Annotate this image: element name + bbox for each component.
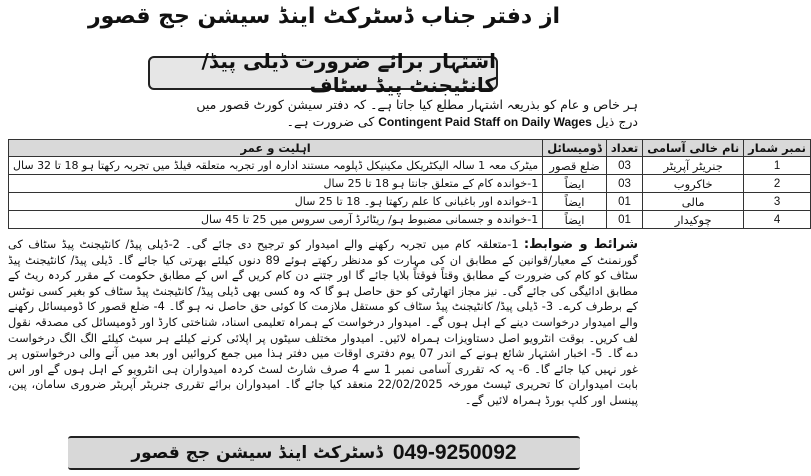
row-post: چوکیدار (643, 211, 744, 229)
row-count: 03 (606, 175, 642, 193)
row-count: 01 (606, 211, 642, 229)
footer-office-name: ڈسٹرکٹ اینڈ سیشن جج قصور (131, 443, 383, 463)
intro-line-2 (8, 113, 638, 131)
row-qualification: 1-خواندہ اور باغبانی کا علم رکھتا ہو۔ 18 تا 25 سال (9, 193, 543, 211)
table-row (9, 211, 811, 229)
row-qualification: میٹرک معہ 1 سالہ الیکٹریکل مکینیکل ڈپلومہ مستند ادارہ اور تجربہ متعلقہ فیلڈ میں تجربہ رکھتا ہو 18 تا 32 سال (9, 157, 543, 175)
intro-line-2-prefix: درج ذیل (595, 114, 638, 129)
table-row (9, 157, 811, 175)
intro-line-1: ہر خاص و عام کو بذریعہ اشتہار مطلع کیا جاتا ہے۔ کہ دفتر سیشن کورٹ قصور میں (196, 97, 638, 112)
header-post-name: نام خالی آسامی (643, 140, 744, 157)
table-header-row (9, 140, 811, 157)
row-count: 01 (606, 193, 642, 211)
row-domicile: ایضاً (543, 175, 607, 193)
row-count: 03 (606, 157, 642, 175)
intro-line-2-suffix: کی ضرورت ہے۔ (286, 114, 375, 129)
terms-and-conditions (8, 237, 638, 409)
table-row (9, 193, 811, 211)
row-post: مالی (643, 193, 744, 211)
row-qualification: 1-خواندہ و جسمانی مضبوط ہو/ ریٹائرڈ آرمی سروس میں 25 تا 45 سال (9, 211, 543, 229)
table-row (9, 175, 811, 193)
row-domicile: ضلع قصور (543, 157, 607, 175)
header-count: تعداد (606, 140, 642, 157)
header-domicile: ڈومیسائل (543, 140, 607, 157)
intro-text (8, 96, 638, 131)
banner-title: اشتہار برائے ضرورت ڈیلی پیڈ/ کانٹیجنٹ پیڈ سٹاف (201, 49, 496, 97)
advertisement-banner (148, 49, 498, 97)
row-domicile: ایضاً (543, 193, 607, 211)
row-serial: 1 (744, 157, 811, 175)
vacancies-table (8, 139, 811, 229)
row-qualification: 1-خواندہ کام کے متعلق جانتا ہو 18 تا 25 سال (9, 175, 543, 193)
footer-phone: 049-9250092 (392, 441, 517, 464)
terms-body: 1-متعلقہ کام میں تجربہ رکھنے والے امیدوار کو ترجیح دی جائے گی۔ 2-ڈیلی پیڈ/ کانٹیجنٹ پیڈ سٹاف کی گورنمنٹ کے معیار/قوانین کے مطابق ان کی مہارت کو مدنظر رکھتے ہوئے 89 دنوں کیلئے بھرتی کیا جائے گا۔ ڈیلی پیڈ/ کانٹیجنٹ پیڈ سٹاف کو کام کی ضرورت کے مطابق وقتاً فوقتاً بلایا جائے گا اور جتنے دن کام کریں گے اس کے مطابق حکومت کے مقرر کردہ ریٹ کے مطابق ادائیگی کی جائے گی۔ نیز مجاز اتھارٹی کو حق حاصل ہو گا کہ وہ کسی بھی ڈیلی پیڈ/ کانٹیجنٹ پیڈ سٹاف کو بغیر کسی نوٹس کے برطرف کرے۔ 3- ڈیلی پیڈ/ کانٹیجنٹ پیڈ سٹاف کو مستقل ملازمت کا کوئی حق حاصل نہ ہو گا۔ 4- ضلع قصور کا ڈومیسائل رکھنے والے امیدوار درخواست دینے کے اہل ہوں گے۔ امیدوار درخواست کے ہمراہ تعلیمی اسناد، شناختی کارڈ اور ڈومیسائل کی مصدقہ نقول لف کریں۔ بوقت انٹرویو اصل دستاویزات ہمراہ لائیں۔ امیدوار مختلف سیٹوں پر اپلائی کرنے کیلئے ہر سیٹ کیلئے الگ الگ درخواست دے گا۔ 5- اخبار اشتہار شائع ہونے کے اندر 07 یوم دفتری اوقات میں دفتر ہذا میں جمع کروائیں اور بعد میں آنے والی درخواستوں پر غور نہیں کیا جائے گا۔ 6- یہ کہ تقرری آسامی نمبر 1 سے 4 صرف شارٹ لسٹ کردہ امیدواران ہی انٹرویو کے اہل ہوں گے اور اس بابت امیدواران کا تحریری ٹیسٹ مورخہ 22/02/2025 منعقد کیا جائے گا۔ امیدواران برائے تقرری جنریٹر آپریٹر ضروری سامان، پین، پینسل اور کلپ بورڈ ہمراہ لائیں گے۔ (8, 238, 639, 407)
office-title: از دفتر جناب ڈسٹرکٹ اینڈ سیشن جج قصور (87, 4, 561, 29)
row-serial: 4 (744, 211, 811, 229)
header-serial: نمبر شمار (744, 140, 811, 157)
intro-staff-type: Contingent Paid Staff on Daily Wages (378, 115, 592, 129)
footer-contact (68, 436, 580, 470)
terms-title: شرائط و ضوابط: (523, 237, 639, 252)
row-serial: 3 (744, 193, 811, 211)
row-domicile: ایضاً (543, 211, 607, 229)
header-qualification: اہلیت و عمر (9, 140, 543, 157)
row-serial: 2 (744, 175, 811, 193)
row-post: خاکروب (643, 175, 744, 193)
row-post: جنریٹر آپریٹر (643, 157, 744, 175)
